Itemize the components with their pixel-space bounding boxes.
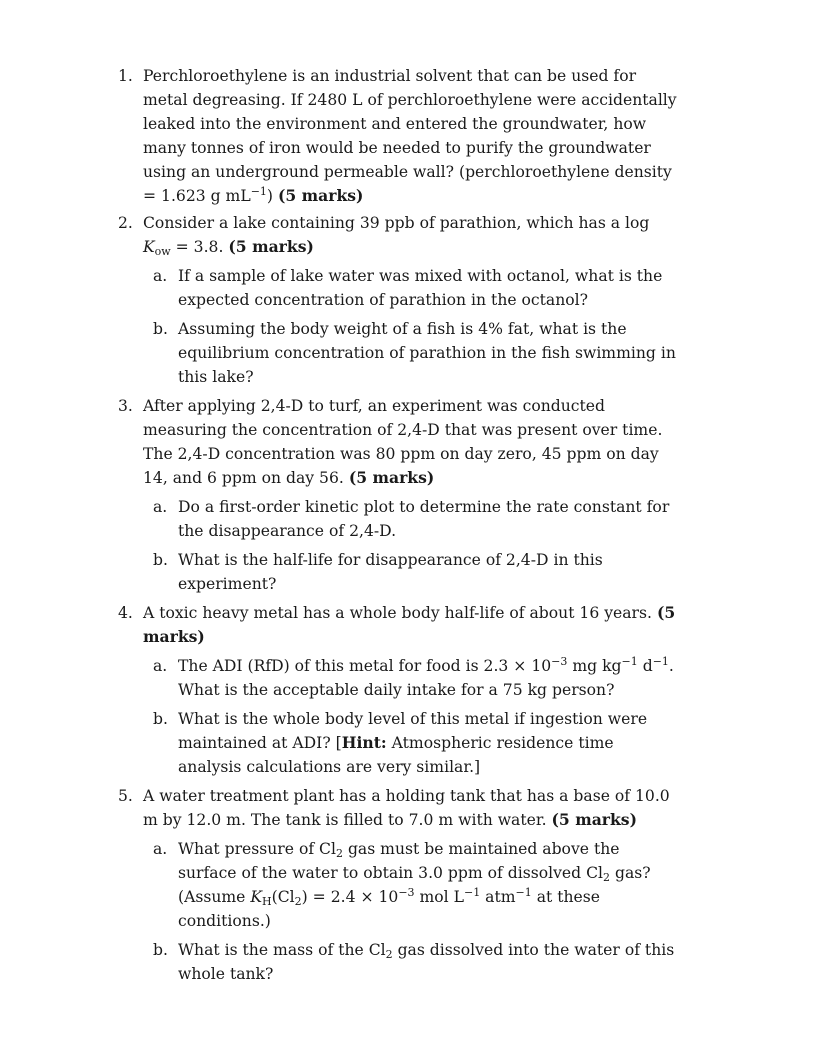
subscript: 2 [335,847,343,860]
question-number: 5. [118,787,133,805]
marks-label: (5 marks) [277,186,364,205]
marks-label: (5 marks) [228,237,314,256]
question-number: 4. [118,604,133,622]
question-number: 1. [118,67,133,85]
question-number: 2. [118,214,133,232]
subscript: ow [154,245,171,258]
exponent: −3 [551,655,568,668]
subquestion-letter: b. [153,710,168,728]
subquestion-text: (Cl [271,888,295,906]
subquestion-text: ) = 2.4 × 10 [301,888,399,906]
subscript: 2 [294,895,302,908]
subquestion-text: Assuming the body weight of a fish is 4% fat, what is the equilibrium concentration of parathion in the fish swimming in this lake? [178,320,676,386]
subquestion-text: What is the whole body level of this metal if ingestion were maintained at ADI? [ [178,710,648,752]
subquestion-letter: b. [153,551,168,569]
question-text: A toxic heavy metal has a whole body half-life of about 16 years. [143,604,652,622]
question-text: A water treatment plant has a holding tank that has a base of 10.0 m by 12.0 m. The tank is filled to 7.0 m with water. [143,787,670,829]
subquestion-text: gas must be maintained above the surface of the water to obtain 3.0 ppm of dissolved Cl [178,840,620,882]
subquestion-list [143,837,678,986]
subquestion-list [143,264,678,389]
subquestion-text: Atmospheric residence time analysis calculations are very similar.] [178,734,614,776]
subquestion-letter: a. [153,657,168,675]
subquestion-text: d [637,657,653,675]
subscript: H [262,895,272,908]
subquestion-5a [143,837,678,933]
question-2 [118,211,678,389]
subquestion-letter: b. [153,320,168,338]
subquestion-text: The ADI (RfD) of this metal for food is 2.3 × 10 [178,657,552,675]
subquestion-text: gas? (Assume [178,864,651,906]
question-3 [118,394,678,596]
question-text: Perchloroethylene is an industrial solvent that can be used for metal degreasing. If 2480 L of perchloroethylene were accidentally leaked into the environment and entered the groundwater, how many tonnes of iron would be needed to purify the groundwater using an underground permeable wall? (perchloroethylene density = 1.623 g mL [143,67,677,205]
subquestion-text: . What is the acceptable daily intake for a 75 kg person? [178,657,674,699]
question-4 [118,601,678,779]
exponent: −1 [463,886,481,899]
subquestion-4a [143,654,678,702]
exponent: −1 [250,185,267,198]
subquestion-letter: a. [153,498,168,516]
question-text-tail: ) [266,187,274,205]
subquestion-2a [143,264,678,312]
subquestion-text: mg kg [567,657,622,675]
question-text: After applying 2,4-D to turf, an experiment was conducted measuring the concentration of 2,4-D that was present over time. The 2,4-D concentration was 80 ppm on day zero, 45 ppm on day 14, and 6 ppm on day 56. [143,397,663,487]
subquestion-text: mol L [414,888,464,906]
exponent: −3 [398,886,415,899]
subquestion-text: at these conditions.) [178,888,600,930]
question-text-cont: = 3.8. [170,238,224,256]
subquestion-list [143,495,678,596]
exponent: −1 [621,655,638,668]
variable-k: K [143,238,155,256]
subquestion-letter: a. [153,840,168,858]
subquestion-text: What is the half-life for disappearance of 2,4-D in this experiment? [178,551,603,593]
subquestion-text: Do a first-order kinetic plot to determine the rate constant for the disappearance of 2,4-D. [178,498,670,540]
subquestion-2b [143,317,678,389]
subquestion-letter: a. [153,267,168,285]
subscript: 2 [603,871,611,884]
subquestion-text: atm [480,888,516,906]
subscript: 2 [385,948,393,961]
variable-k: K [250,888,263,906]
subquestion-5b [143,938,678,986]
question-number: 3. [118,397,133,415]
question-list [118,64,678,986]
subquestion-3b [143,548,678,596]
subquestion-4b [143,707,678,779]
marks-label: (5 marks) [551,810,637,829]
subquestion-3a [143,495,678,543]
marks-label: (5 marks) [348,468,435,487]
subquestion-list [143,654,678,779]
subquestion-text: What is the mass of the Cl [178,941,386,959]
subquestion-letter: b. [153,941,168,959]
marks-label: (5 marks) [143,603,676,646]
question-text: Consider a lake containing 39 ppb of parathion, which has a log [143,214,650,232]
subquestion-text: gas dissolved into the water of this whole tank? [178,941,675,983]
hint-label: Hint: [341,733,387,752]
question-1 [118,64,678,208]
exponent: −1 [515,886,532,899]
exponent: −1 [652,655,669,668]
subquestion-text: What pressure of Cl [178,840,336,858]
document-page [118,64,678,991]
subquestion-text: If a sample of lake water was mixed with octanol, what is the expected concentration of parathion in the octanol? [178,267,663,309]
question-5 [118,784,678,986]
